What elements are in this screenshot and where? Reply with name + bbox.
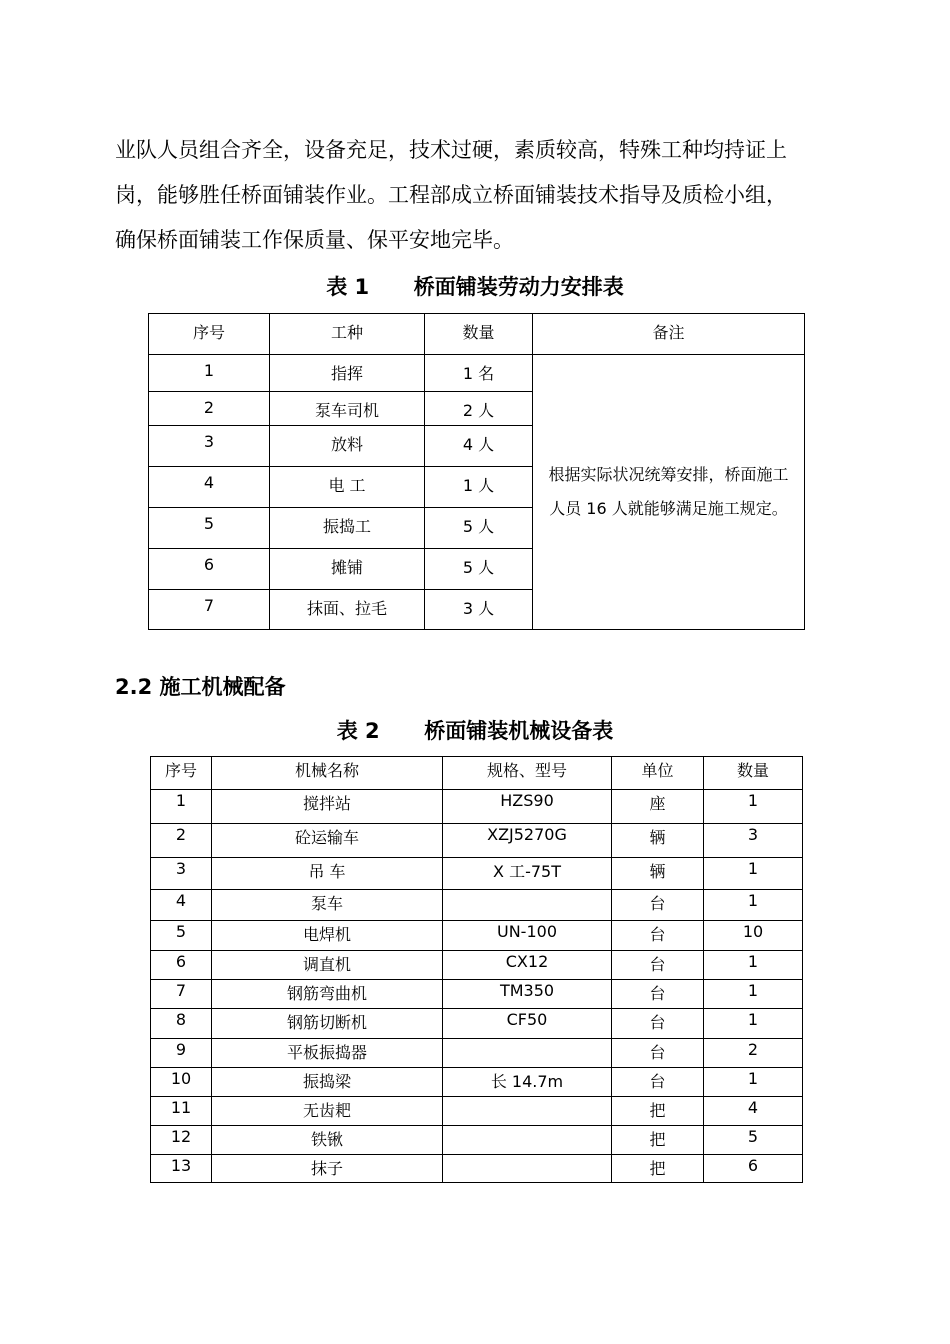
- paragraph-line: 岗，能够胜任桥面铺装作业。工程部成立桥面铺装技术指导及质检小组，: [115, 183, 787, 207]
- table-cell: [443, 1097, 612, 1126]
- table-cell: 3: [704, 824, 803, 858]
- table-header-cell: 单位: [612, 757, 704, 790]
- table-cell: 1 名: [425, 355, 533, 392]
- table-cell: 电焊机: [212, 921, 443, 951]
- table-cell: 1 人: [425, 467, 533, 508]
- table-cell: 8: [151, 1009, 212, 1039]
- table-cell: 指挥: [270, 355, 425, 392]
- table-cell: 10: [151, 1068, 212, 1097]
- table-cell: 长 14.7m: [443, 1068, 612, 1097]
- table-cell: 调直机: [212, 951, 443, 980]
- table-cell: 2: [151, 824, 212, 858]
- table-cell: CF50: [443, 1009, 612, 1039]
- table-cell: 放料: [270, 426, 425, 467]
- table-cell: 6: [704, 1155, 803, 1183]
- table2-caption-number: 表 2: [336, 719, 380, 743]
- table-cell: HZS90: [443, 790, 612, 824]
- table-cell: 4 人: [425, 426, 533, 467]
- table1-caption-number: 表 1: [326, 275, 370, 299]
- table-cell: 1: [704, 980, 803, 1009]
- table-cell: 1: [704, 890, 803, 921]
- table-header-cell: 规格、型号: [443, 757, 612, 790]
- table-cell: 1: [704, 858, 803, 890]
- table-header-cell: 数量: [704, 757, 803, 790]
- table-cell: 1: [704, 951, 803, 980]
- table-cell: 无齿耙: [212, 1097, 443, 1126]
- table-cell: 11: [151, 1097, 212, 1126]
- table-cell: 3 人: [425, 590, 533, 630]
- table-cell: 台: [612, 980, 704, 1009]
- table-cell: 吊 车: [212, 858, 443, 890]
- table-cell: 10: [704, 921, 803, 951]
- table-cell: 泵车司机: [270, 392, 425, 426]
- table-cell: 3: [151, 858, 212, 890]
- table-cell: 辆: [612, 858, 704, 890]
- table-cell: 钢筋切断机: [212, 1009, 443, 1039]
- table-cell: 2: [704, 1039, 803, 1068]
- labor-table: [148, 313, 805, 630]
- table-cell: 1: [151, 790, 212, 824]
- table-cell: 13: [151, 1155, 212, 1183]
- body-paragraph: [115, 128, 845, 263]
- table-cell: 4: [151, 890, 212, 921]
- table-cell: 座: [612, 790, 704, 824]
- table-cell: [443, 1126, 612, 1155]
- table-cell: 7: [151, 980, 212, 1009]
- table-header-cell: 序号: [149, 314, 270, 355]
- table-cell: XZJ5270G: [443, 824, 612, 858]
- table-cell: [443, 1039, 612, 1068]
- table-cell: 泵车: [212, 890, 443, 921]
- remarks-cell: 根据实际状况统筹安排，桥面施工人员 16 人就能够满足施工规定。: [533, 355, 805, 630]
- table-header-cell: 备注: [533, 314, 805, 355]
- table-cell: 台: [612, 1039, 704, 1068]
- table-cell: 搅拌站: [212, 790, 443, 824]
- table-cell: 1: [704, 790, 803, 824]
- table-cell: 钢筋弯曲机: [212, 980, 443, 1009]
- table-cell: [443, 890, 612, 921]
- table-cell: UN-100: [443, 921, 612, 951]
- table-cell: 把: [612, 1126, 704, 1155]
- table1-caption: [0, 271, 950, 301]
- table-cell: 6: [151, 951, 212, 980]
- table-cell: [443, 1155, 612, 1183]
- table-cell: 4: [704, 1097, 803, 1126]
- table-cell: 3: [149, 426, 270, 467]
- table2-caption-title: 桥面铺装机械设备表: [424, 719, 614, 743]
- table-cell: 把: [612, 1155, 704, 1183]
- table-cell: 平板振捣器: [212, 1039, 443, 1068]
- table-cell: X 工-75T: [443, 858, 612, 890]
- table-cell: 抹子: [212, 1155, 443, 1183]
- table-cell: 砼运输车: [212, 824, 443, 858]
- table-cell: 抹面、拉毛: [270, 590, 425, 630]
- table-cell: 2 人: [425, 392, 533, 426]
- table-cell: 2: [149, 392, 270, 426]
- table-header-cell: 机械名称: [212, 757, 443, 790]
- table-cell: 铁锹: [212, 1126, 443, 1155]
- table-header-cell: 工种: [270, 314, 425, 355]
- table-cell: TM350: [443, 980, 612, 1009]
- table-cell: 台: [612, 890, 704, 921]
- machinery-table: [150, 756, 803, 1183]
- table-cell: 1: [704, 1068, 803, 1097]
- table-cell: 振捣梁: [212, 1068, 443, 1097]
- table-cell: 5 人: [425, 549, 533, 590]
- table-cell: 电 工: [270, 467, 425, 508]
- table-cell: 辆: [612, 824, 704, 858]
- table-cell: 台: [612, 951, 704, 980]
- table-cell: 1: [704, 1009, 803, 1039]
- table-cell: 5: [704, 1126, 803, 1155]
- table-header-cell: 序号: [151, 757, 212, 790]
- table2-caption: [0, 715, 950, 745]
- table-cell: 6: [149, 549, 270, 590]
- table-cell: 5: [151, 921, 212, 951]
- table-cell: 1: [149, 355, 270, 392]
- table-cell: 台: [612, 921, 704, 951]
- table-cell: 台: [612, 1009, 704, 1039]
- table-cell: 把: [612, 1097, 704, 1126]
- table-cell: CX12: [443, 951, 612, 980]
- paragraph-line: 确保桥面铺装工作保质量、保平安地完毕。: [115, 228, 514, 252]
- paragraph-line: 业队人员组合齐全，设备充足，技术过硬，素质较高，特殊工种均持证上: [115, 138, 787, 162]
- table-cell: 9: [151, 1039, 212, 1068]
- table-cell: 摊铺: [270, 549, 425, 590]
- table-cell: 5: [149, 508, 270, 549]
- table-cell: 5 人: [425, 508, 533, 549]
- table1-caption-title: 桥面铺装劳动力安排表: [413, 275, 624, 299]
- table-header-cell: 数量: [425, 314, 533, 355]
- table-cell: 7: [149, 590, 270, 630]
- table-cell: 12: [151, 1126, 212, 1155]
- section-heading: 2.2 施工机械配备: [115, 675, 286, 699]
- table-cell: 振捣工: [270, 508, 425, 549]
- table-cell: 4: [149, 467, 270, 508]
- table-cell: 台: [612, 1068, 704, 1097]
